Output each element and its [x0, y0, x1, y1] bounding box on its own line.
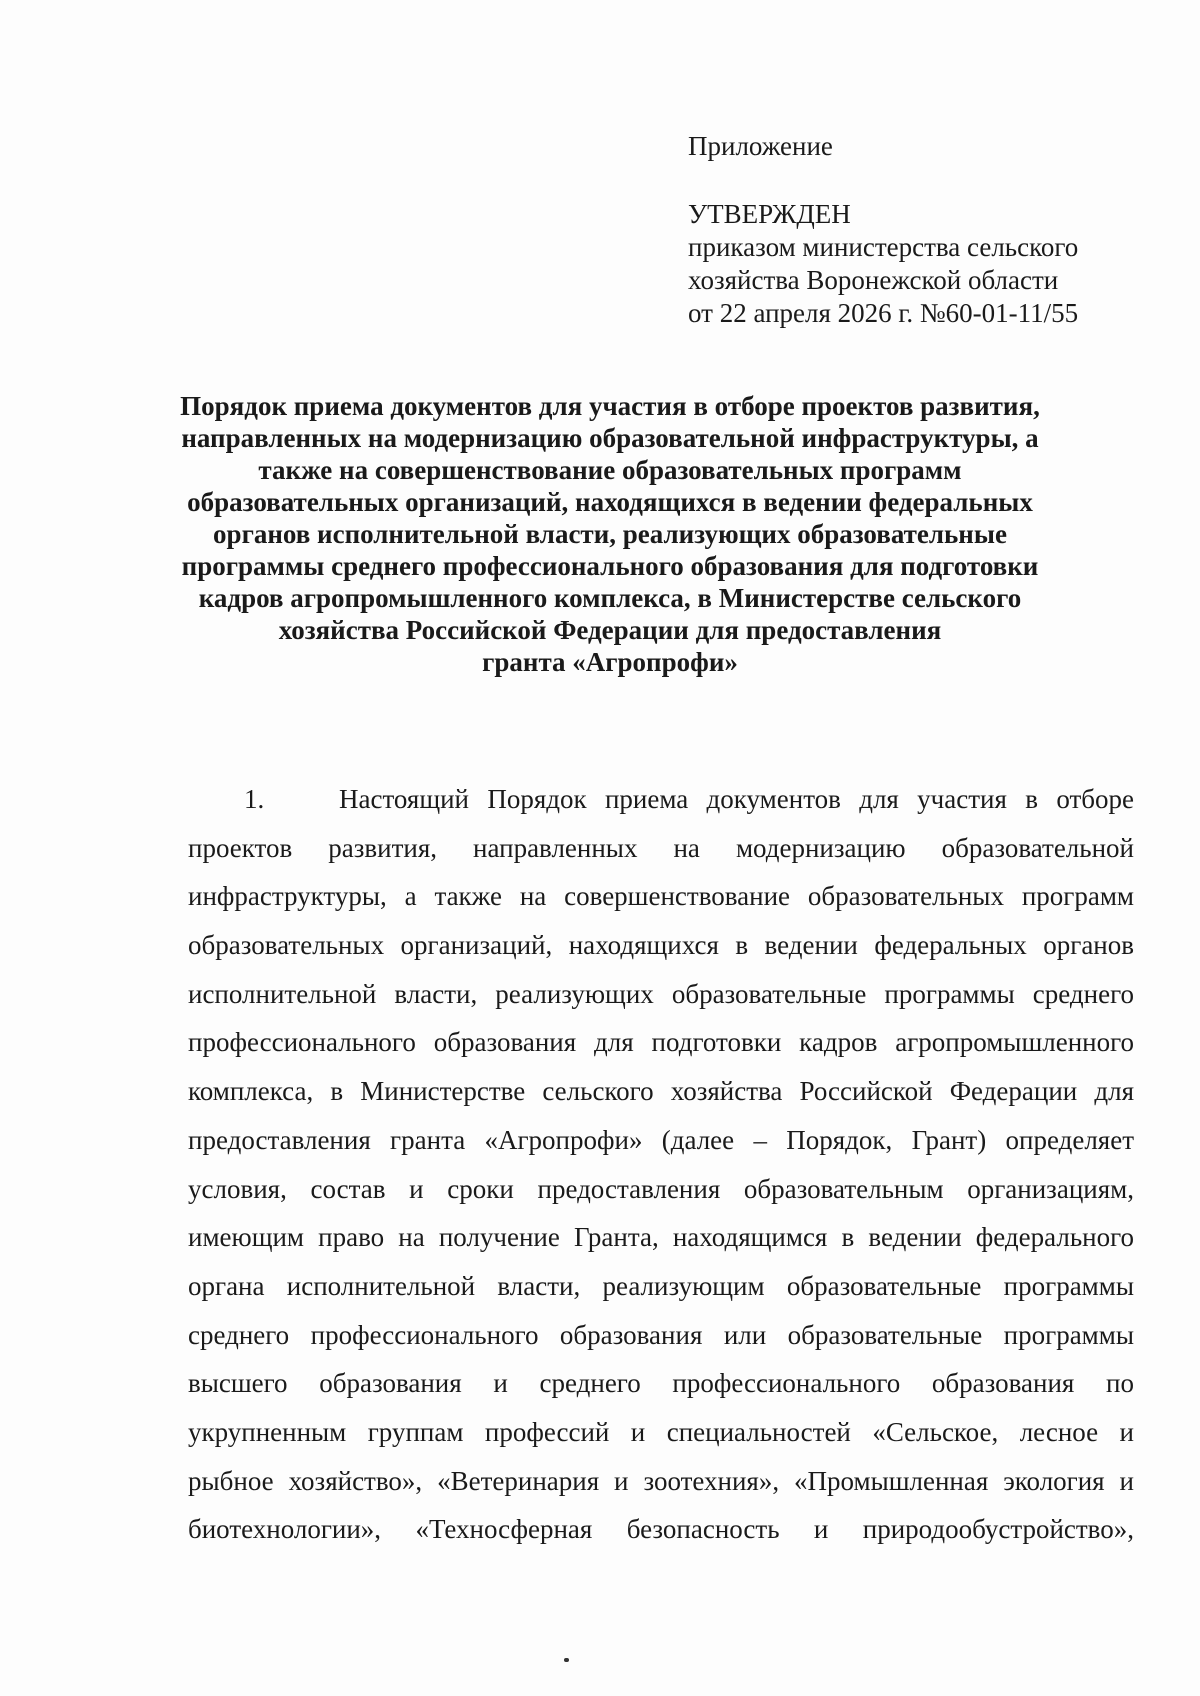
body-line: укрупненным группам профессий и специальностей «Сельское, лесное и: [188, 1416, 1134, 1447]
paragraph-1: [188, 775, 1134, 1554]
title-line: направленных на модернизацию образовательной инфраструктуры, а: [181, 423, 1039, 453]
body-line: комплекса, в Министерстве сельского хозяйства Российской Федерации для: [188, 1076, 1134, 1107]
title-line: органов исполнительной власти, реализующих образовательные: [213, 519, 1007, 549]
body-line: среднего профессионального образования или образовательные программы: [188, 1319, 1134, 1350]
title-line: также на совершенствование образовательных программ: [258, 455, 962, 485]
title-line: гранта «Агропрофи»: [482, 647, 738, 677]
body-line: инфраструктуры, а также на совершенствование образовательных программ: [188, 881, 1134, 912]
approval-order-line: приказом министерства сельского: [688, 232, 1079, 262]
title-line: образовательных организаций, находящихся в ведении федеральных: [187, 487, 1033, 517]
appendix-label: Приложение: [688, 131, 833, 161]
body-line: условия, состав и сроки предоставления образовательным организациям,: [188, 1173, 1134, 1204]
approval-ministry-line: хозяйства Воронежской области: [688, 265, 1059, 295]
title-line: кадров агропромышленного комплекса, в Министерстве сельского: [198, 583, 1022, 613]
document-title: [150, 390, 1070, 678]
approval-date-number: от 22 апреля 2026 г. №60-01-11/55: [688, 298, 1079, 328]
paragraph-first-line: [188, 775, 1134, 824]
title-line: Порядок приема документов для участия в отборе проектов развития,: [180, 391, 1040, 421]
title-line: программы среднего профессионального образования для подготовки: [181, 551, 1039, 581]
body-line: имеющим право на получение Гранта, находящимся в ведении федерального: [188, 1222, 1134, 1253]
body-line: рыбное хозяйство», «Ветеринария и зоотехния», «Промышленная экология и: [188, 1465, 1134, 1496]
approval-block: [688, 130, 1148, 330]
body-line: высшего образования и среднего профессионального образования по: [188, 1368, 1134, 1399]
body-line: проектов развития, направленных на модернизацию образовательной: [188, 832, 1134, 863]
body-line: профессионального образования для подготовки кадров агропромышленного: [188, 1027, 1134, 1058]
body-line: образовательных организаций, находящихся в ведении федеральных органов: [188, 930, 1134, 961]
body-line: предоставления гранта «Агропрофи» (далее – Порядок, Грант) определяет: [188, 1124, 1134, 1155]
body-line: органа исполнительной власти, реализующим образовательные программы: [188, 1270, 1134, 1301]
body-line: исполнительной власти, реализующих образовательные программы среднего: [188, 978, 1134, 1009]
body-line: Настоящий Порядок приема документов для участия в отборе: [339, 784, 1134, 814]
scan-speck: [564, 1658, 569, 1662]
title-line: хозяйства Российской Федерации для предоставления: [278, 615, 942, 645]
paragraph-number: 1.: [244, 784, 265, 814]
approved-stamp-text: УТВЕРЖДЕН: [688, 199, 851, 229]
body-line: биотехнологии», «Техносферная безопасность и природообустройство»,: [188, 1514, 1134, 1545]
